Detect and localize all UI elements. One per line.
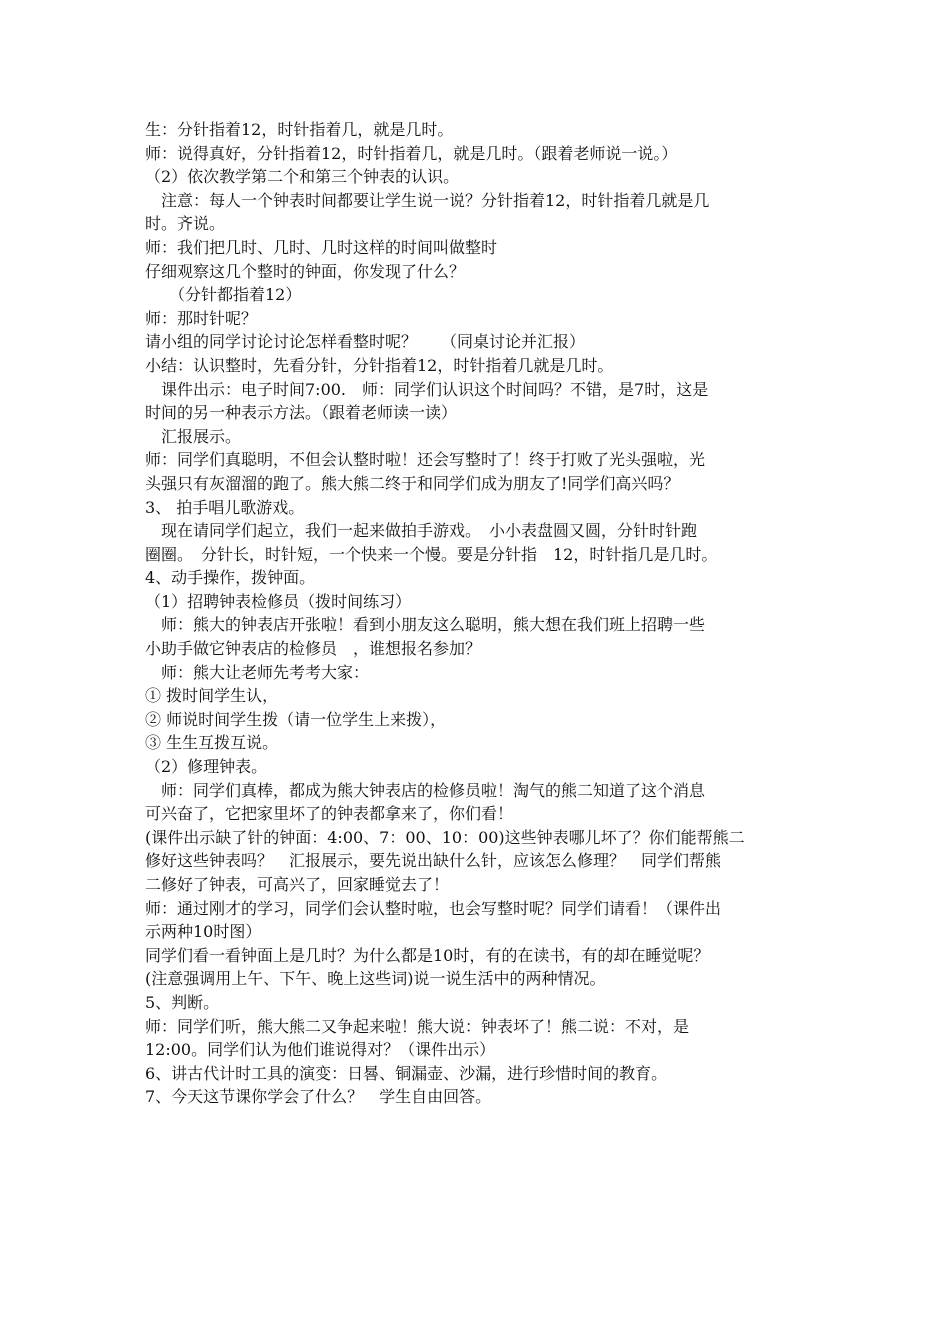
text-line-8: （分针都指着12）: [145, 285, 302, 305]
text-line-26: ② 师说时间学生拨（请一位学生上来拨），: [145, 709, 447, 729]
text-line-33: 二修好了钟表，可高兴了，回家睡觉去了！: [145, 875, 450, 894]
text-line-32: 修好这些钟表吗？ 汇报展示，要先说出缺什么针，应该怎么修理？ 同学们帮熊: [145, 851, 722, 871]
text-line-22: 师：熊大的钟表店开张啦！看到小朋友这么聪明，熊大想在我们班上招聘一些: [145, 615, 706, 635]
text-line-6: 师：我们把几时、几时、几时这样的时间叫做整时: [145, 237, 498, 257]
text-line-18: 现在请同学们起立，我们一起来做拍手游戏。 小小表盘圆又圆，分针时针跑: [145, 521, 698, 541]
document-body: [145, 118, 810, 1109]
text-line-4: 注意：每人一个钟表时间都要让学生说一说？分针指着12，时针指着几就是几: [145, 190, 710, 210]
text-line-34: 师：通过刚才的学习，同学们会认整时啦，也会写整时呢？同学们请看！（课件出: [145, 898, 722, 918]
text-line-31: (课件出示缺了针的钟面：4:00、7：00、10：00)这些钟表哪儿坏了？你们能帮熊二: [145, 827, 745, 847]
text-line-23: 小助手做它钟表店的检修员 ，谁想报名参加？: [145, 639, 482, 659]
text-line-42: 7、今天这节课你学会了什么？ 学生自由回答。: [145, 1087, 492, 1107]
text-line-12: 课件出示：电子时间7:00. 师：同学们认识这个时间吗？不错，是7时，这是: [145, 379, 709, 399]
text-line-38: 5、判断。: [145, 992, 220, 1012]
text-line-35: 示两种10时图）: [145, 922, 262, 942]
text-line-13: 时间的另一种表示方法。（跟着老师读一读）: [145, 403, 458, 423]
text-line-37: (注意强调用上午、下午、晚上这些词)说一说生活中的两种情况。: [145, 969, 606, 989]
text-line-24: 师：熊大让老师先考考大家：: [145, 662, 370, 682]
text-line-36: 同学们看一看钟面上是几时？为什么都是10时，有的在读书，有的却在睡觉呢？: [145, 945, 710, 965]
text-line-9: 师：那时针呢？: [145, 308, 258, 328]
text-line-10: 请小组的同学讨论讨论怎样看整时呢？ （同桌讨论并汇报）: [145, 332, 586, 352]
text-line-40: 12:00。同学们认为他们谁说得对？（课件出示）: [145, 1040, 496, 1060]
text-line-41: 6、讲古代计时工具的演变：日晷、铜漏壶、沙漏，进行珍惜时间的教育。: [145, 1063, 668, 1083]
text-line-2: 师：说得真好，分针指着12，时针指着几，就是几时。（跟着老师说一说。）: [145, 143, 678, 163]
text-line-17: 3、 拍手唱儿歌游戏。: [145, 497, 305, 517]
text-line-16: 头强只有灰溜溜的跑了。熊大熊二终于和同学们成为朋友了!同学们高兴吗？: [145, 473, 680, 493]
text-line-27: ③ 生生互拨互说。: [145, 733, 279, 753]
text-line-39: 师：同学们听，熊大熊二又争起来啦！熊大说：钟表坏了！熊二说：不对，是: [145, 1016, 690, 1036]
text-line-28: （2）修理钟表。: [145, 757, 268, 777]
text-line-3: （2）依次教学第二个和第三个钟表的认识。: [145, 167, 460, 187]
text-line-30: 可兴奋了，它把家里坏了的钟表都拿来了，你们看！: [145, 804, 514, 824]
text-line-14: 汇报展示。: [145, 426, 242, 446]
text-line-21: （1）招聘钟表检修员（拨时间练习）: [145, 591, 412, 611]
text-line-29: 师：同学们真棒，都成为熊大钟表店的检修员啦！淘气的熊二知道了这个消息: [145, 780, 706, 800]
text-line-19: 圈圈。 分针长，时针短，一个快来一个慢。要是分针指 12，时针指几是几时。: [145, 544, 718, 564]
text-line-20: 4、动手操作，拨钟面。: [145, 568, 316, 588]
text-line-5: 时。齐说。: [145, 214, 226, 234]
text-line-1: 生：分针指着12，时针指着几，就是几时。: [145, 120, 454, 139]
text-line-7: 仔细观察这几个整时的钟面，你发现了什么？: [145, 261, 466, 281]
text-line-15: 师：同学们真聪明，不但会认整时啦！还会写整时了！终于打败了光头强啦，光: [145, 450, 706, 470]
text-line-25: ① 拨时间学生认，: [145, 686, 279, 706]
text-line-11: 小结：认识整时，先看分针，分针指着12，时针指着几就是几时。: [145, 355, 614, 375]
